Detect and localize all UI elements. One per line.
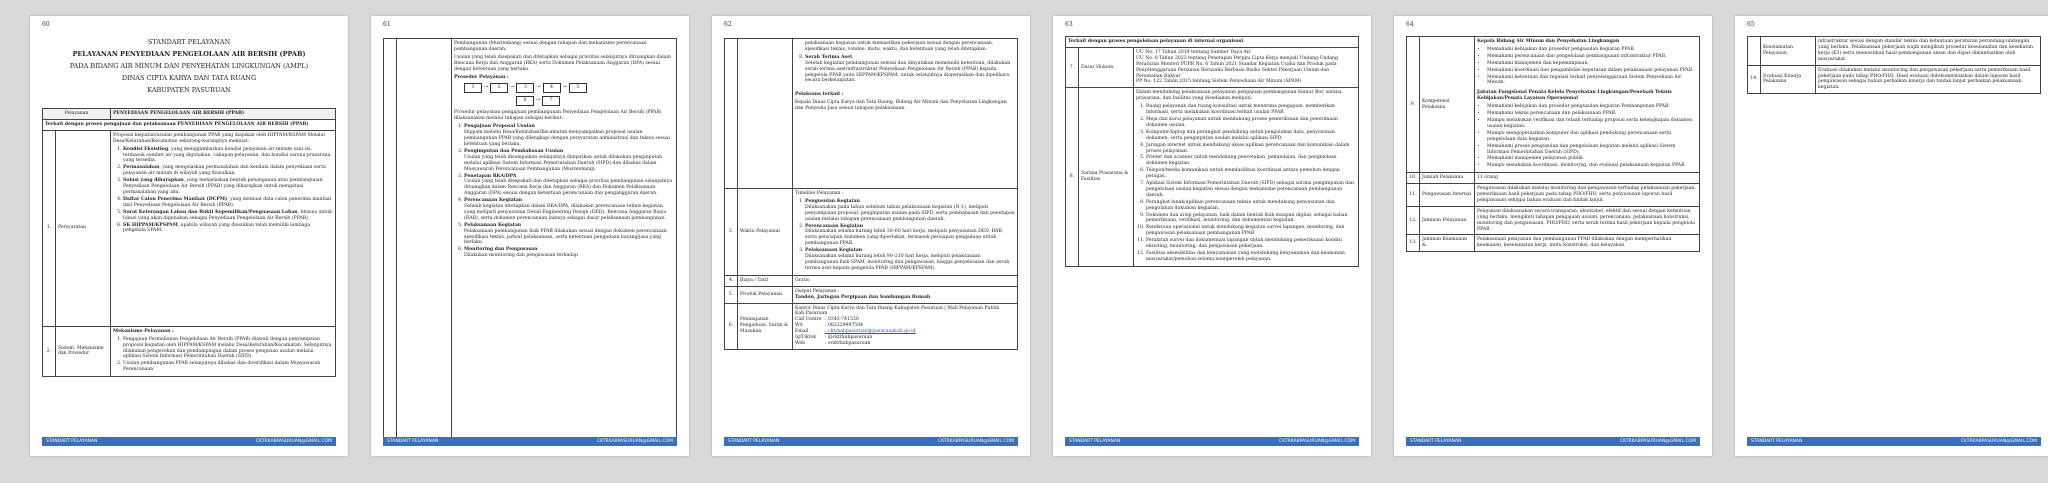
row-number: 7. bbox=[1066, 47, 1079, 87]
row-content bbox=[452, 39, 677, 446]
list-item: • Mampu mengoperasikan komputer dan aplikasi pendukung perencanaan serta pengelolaan data kegiatan. bbox=[1487, 131, 1697, 143]
page-number: 64 bbox=[1406, 21, 1414, 28]
table-row bbox=[1066, 88, 1359, 266]
table-row bbox=[1407, 235, 1700, 252]
competence-group-heading: Jabatan Fungsional Penata Kelola Penyehatan Lingkungan/Penelaah Teknis Kebijakan/Penata Layanan Operasional bbox=[1477, 90, 1672, 102]
contact-line: Ig/Tiktok : @cktrkabpasuruan bbox=[795, 335, 873, 341]
row-number: 10. bbox=[1407, 173, 1420, 184]
header-line-2: PELAYANAN PENYEDIAAN PENGELOLAAN AIR BERSIH (PPAB) bbox=[72, 50, 306, 58]
row-content: Gratis bbox=[793, 275, 1018, 286]
contact-line: Email : cktrkabpasuruan@pasuruankab.go.id bbox=[795, 329, 916, 335]
list-item: 2. Pengimputan dan Pembahasan Usulan Usulan yang telah disampaikan selanjutnya diinputkan untuk dilakukan penginputan melalui aplikasi Sistem Informasi Pemerintahan Daerah (SIPD) dan dibahas dalam Musyawarah Perencanaan Pembangunan (Musrenbang). bbox=[464, 149, 674, 173]
row-number: 6. bbox=[725, 303, 738, 349]
page-footer bbox=[383, 437, 677, 446]
list-item: • Memahami manajemen dan kepemimpinan. bbox=[1487, 61, 1697, 67]
timeline-list bbox=[805, 199, 1015, 272]
list-item: 2. Permasalahan, yang menjelaskan permasalahan dan kendala dalam penyediaan serta pelayanan air minum di wilayah yang diusulkan. bbox=[123, 165, 333, 177]
table-row bbox=[1748, 37, 2041, 66]
row-content bbox=[793, 39, 1018, 189]
procedure-intro: Prosedur pelayanan pengajuan pembangunan Penyediaan Pengelolaan Air Bersih (PPAB) dilaksanakan melalui tahapan sebagai berikut: bbox=[454, 110, 662, 122]
row-number: 4. bbox=[725, 275, 738, 286]
footer-right: CKTRKABPASURUAN@GMAIL.COM bbox=[1279, 439, 1355, 444]
footer-right: CKTRKABPASURUAN@GMAIL.COM bbox=[938, 439, 1014, 444]
list-item: 5. Printer dan scanner untuk mendukung pencetakan, pemindaian, dan pengelolaan dokumen kegiatan. bbox=[1146, 155, 1356, 167]
footer-right: CKTRKABPASURUAN@GMAIL.COM bbox=[1961, 439, 2037, 444]
flow-step-box: 6 bbox=[516, 96, 534, 106]
header-line-4: DINAS CIPTA KARYA DAN TATA RUANG bbox=[121, 74, 257, 82]
section-title: Terkait dengan proses pengajuan dan pelaksanaan PENYEDIAAN PENGELOLAAN AIR BERSIH (PPAB) bbox=[43, 119, 336, 130]
row-label: Waktu Pelayanan bbox=[738, 189, 793, 276]
procedure-heading: Prosedur Pelayanan : bbox=[454, 74, 509, 80]
row-number: 8. bbox=[1066, 88, 1079, 266]
page-65 bbox=[1735, 16, 2048, 456]
list-item: • Mampu melakukan koordinasi, monitoring, dan evaluasi pelaksanaan kegiatan PPAB. bbox=[1487, 163, 1697, 169]
row-content bbox=[1134, 88, 1359, 266]
executor-heading: Pelaksana terkait : bbox=[795, 92, 844, 98]
flow-step-box: 5 bbox=[569, 83, 587, 93]
list-item: 7. Aplikasi Sistem Informasi Pemerintahan Daerah (SIPD) sebagai sarana pengimputan dan pengelolaan usulan kegiatan sesuai dengan mekanisme perencanaan pembangunan daerah. bbox=[1146, 181, 1356, 199]
legal-basis-line: Peraturan Menteri PUPR No. 6 Tahun 2021 Standar Kegiatan Usaha dan Produk pada Penyelenggaraan Perizinan Berusaha Berbasis Risiko Sektor Pekerjaan Umum dan Perumahan Rakyat bbox=[1136, 61, 1337, 79]
footer-left: STANDART PELAYANAN bbox=[1751, 439, 1803, 444]
row-label: Evaluasi Kinerja Pelaksana bbox=[1761, 65, 1816, 94]
flow-step-box: 3 bbox=[516, 83, 534, 93]
footer-left: STANDART PELAYANAN bbox=[1410, 439, 1462, 444]
list-item: 6. SK HIPPAM/KPSPAM, apabila wilayah yang diusulkan telah memiliki lembaga pengelola SPAM. bbox=[123, 223, 333, 235]
list-item: 4. Perencanaan Kegiatan Setelah kegiatan ditetapkan dalam RKA/DPA, dilakukan perencanaan teknis kegiatan yang meliputi penyusunan Detail Engineering Design (DED), Rencana Anggaran Biaya (RAB), serta dokumen perencanaan lainnya sebagai dasar pelaksanaan pembangunan. bbox=[464, 198, 674, 222]
email-link[interactable]: : cktrkabpasuruan@pasuruankab.go.id bbox=[825, 329, 916, 335]
row-number: 1. bbox=[43, 130, 56, 326]
output-heading: Output Pelayanan : bbox=[795, 288, 840, 294]
table-row bbox=[1407, 37, 1700, 173]
row-content: Evaluasi dilakukan melalui monitoring dan pengawasan pekerjaan serta pemeriksaan hasil pekerjaan pada tahap PHO/FHO. Hasil evaluasi didokumentasikan dalam laporan hasil pengawasan sebagai bahan perbaikan kinerja dan tindak lanjut perbaikan pelaksanaan kegiatan. bbox=[1816, 65, 2041, 94]
standard-table bbox=[1406, 36, 1700, 252]
page-62 bbox=[712, 16, 1030, 456]
list-item: 8. Serah Terima Aset Setelah kegiatan pembangunan selesai dan dinyatakan memenuhi ketentuan, dilakukan serah terima aset/infrastruktur Penyediaan Pengelolaan Air Bersih (PPAB) kepada pengelola PPAB yaitu HIPPAM/KPSPAM, untuk selanjutnya dioperasikan dan dipelihara secara berkelanjutan. bbox=[805, 55, 1015, 85]
row-number: 2. bbox=[43, 326, 56, 376]
list-item: 5. Surat Keterangan Lahan dan Bukti Kepemilikan/Penguasaan Lahan, khusus untuk lokasi yang akan digunakan sebagai Penyediaan Pengelolaan Air Bersih (PPAB). bbox=[123, 210, 333, 222]
row-label: Sistem, Mekanisme dan Prosedur bbox=[56, 326, 111, 376]
facilities-intro: Dalam mendukung pelaksanaan pelayanan pengajuan pembangunan Sumur Bor, sarana, prasarana, dan fasilitas yang disediakan meliputi: bbox=[1136, 90, 1343, 102]
row-number: 3. bbox=[725, 189, 738, 276]
legal-basis-line: UU No. 17 Tahun 2019 tentang Sumber Daya Air bbox=[1136, 49, 1251, 55]
row-number: 12. bbox=[1407, 206, 1420, 235]
table-row bbox=[1066, 47, 1359, 87]
list-item: 2. Usulan pembangunan PPAB selanjutnya dibahas dan diverifikasi dalam Musyawarah Perencanaan bbox=[123, 361, 333, 373]
row-label: Penanganan Pengaduan, Saran & Masukan bbox=[738, 303, 793, 349]
row-content bbox=[793, 303, 1018, 349]
table-row bbox=[1407, 184, 1700, 207]
flow-step-box: 4 bbox=[543, 83, 561, 93]
table-row bbox=[43, 130, 336, 326]
list-item: 5. Pelaksanaan Kegiatan Pelaksanaan pembangunan fisik PPAB dilakukan sesuai dengan dokumen perencanaan, spesifikasi teknis, jadwal pelaksanaan, serta ketentuan pengadaan barang/jasa yang berlaku. bbox=[464, 223, 674, 247]
list-item: 11. Peralatan survei dan dokumentasi lapangan untuk mendukung pemeriksaan kondisi eksisting, monitoring, dan pengawasan pekerjaan. bbox=[1146, 238, 1356, 250]
footer-right: CKTRKABPASURUAN@GMAIL.COM bbox=[256, 439, 332, 444]
list-item: 1. Ruang pelayanan dan ruang konsultasi untuk menerima pengajuan, memberikan informasi, serta melakukan koordinasi terkait usulan PPAB. bbox=[1146, 104, 1356, 116]
competence-group-heading: Kepala Bidang Air Minum dan Penyehatan Lingkungan bbox=[1477, 39, 1620, 44]
list-item: 4. Daftar Calon Penerima Manfaat (DCPM), yang memuat data calon penerima manfaat dari Penyediaan Pengelolaan Air Bersih (PPAB). bbox=[123, 197, 333, 209]
page-64 bbox=[1394, 16, 1712, 456]
continuation-text: Usulan yang telah disepakati dan ditetapkan sebagai prioritas selanjutnya dituangkan dalam Rencana Kerja dan Anggaran (RKA) serta Dokumen Pelaksanaan Anggaran (DPA) sesuai dengan ketentuan yang berlaku. bbox=[454, 54, 671, 72]
competence-list bbox=[1487, 47, 1697, 86]
executor-text: Kepala Dinas Cipta Karya dan Tata Ruang, Bidang Air Minum dan Penyehatan Lingkungan, dan Penyedia Jasa sesuai tahapan pelaksanaan. bbox=[795, 100, 1008, 112]
row-label: Jumlah Pelaksana bbox=[1420, 173, 1475, 184]
list-item: 1. Kondisi Eksisting, yang menggambarkan kondisi pelayanan air minum saat ini, termasuk sumber air yang digunakan, cakupan pelayanan, dan kondisi sarana prasarana yang tersedia. bbox=[123, 147, 333, 165]
list-item: • Memahami kebijakan dan prosedur pengusulan kegiatan PPAB. bbox=[1487, 47, 1697, 53]
procedure-flowchart: 1 → 2 → 3 → 4 → 5 bbox=[464, 83, 674, 93]
page-number: 61 bbox=[383, 21, 391, 28]
page-number: 65 bbox=[1747, 21, 1755, 28]
row-label: Biaya / Tarif bbox=[738, 275, 793, 286]
table-row bbox=[1748, 65, 2041, 94]
list-item: • Mampu melakukan verifikasi dan telaah terhadap proposal serta kelengkapan dokumen usulan kegiatan. bbox=[1487, 118, 1697, 130]
flow-step-box: 7 bbox=[542, 96, 560, 106]
section-row bbox=[43, 119, 336, 130]
table-header-row bbox=[43, 109, 336, 120]
page-number: 62 bbox=[724, 21, 732, 28]
row-label: Keselamatan Pelayanan bbox=[1761, 37, 1816, 66]
row-content bbox=[1134, 47, 1359, 87]
page-number: 60 bbox=[42, 21, 50, 28]
legal-basis-line: UU No. 6 Tahun 2023 tentang Penetapan Perppu Cipta Kerja menjadi Undang-Undang bbox=[1136, 55, 1338, 61]
requirements-list bbox=[123, 147, 333, 235]
footer-left: STANDART PELAYANAN bbox=[46, 439, 98, 444]
row-content: Pengawasan dilakukan melalui monitoring dan pengawasan terhadap pelaksanaan pekerjaan, pemeriksaan hasil pekerjaan pada tahap PHO/FHO, serta penyusunan laporan hasil pengawasan sebagai bahan evaluasi dan tindak lanjut. bbox=[1475, 184, 1700, 207]
list-item: 10. Kendaraan operasional untuk mendukung kegiatan survei lapangan, monitoring, dan pengawasan pelaksanaan pembangunan PPAB. bbox=[1146, 225, 1356, 237]
continuation-text: pelaksanaan kegiatan untuk memastikan pekerjaan sesuai dengan perencanaan, spesifikasi teknis, volume, mutu, waktu, dan ketentuan yang telah ditetapkan. bbox=[805, 41, 994, 52]
table-row bbox=[725, 303, 1018, 349]
row-content bbox=[1475, 37, 1700, 173]
table-row bbox=[725, 275, 1018, 286]
continuation-text: Pembangunan (Musrenbang) sesuai dengan tahapan dan mekanisme perencanaan pembangunan daerah. bbox=[454, 41, 647, 52]
mechanism-list bbox=[123, 337, 333, 373]
list-item: • Memahami perencanaan dan pengelolaan pembangunan infrastruktur PPAB. bbox=[1487, 54, 1697, 60]
footer-left: STANDART PELAYANAN bbox=[728, 439, 780, 444]
complaint-intro: Kantor Dinas Cipta Karya dan Tata Ruang Kabupaten Pasuruan | Mall Pelayanan Publik Kab.Pasuruan bbox=[795, 305, 1000, 317]
flow-step-box: 2 bbox=[490, 83, 508, 93]
row-content bbox=[111, 326, 336, 376]
contact-line: Web : ecktrkabpasuruan bbox=[795, 340, 871, 346]
list-item: • Memahami teknis perencanaan dan pelaksanaan PPAB. bbox=[1487, 111, 1697, 117]
mechanism-heading: Mekanisme Pelayanan : bbox=[113, 328, 174, 334]
document-header bbox=[48, 36, 330, 96]
list-item: • Memahami manajemen pelayanan publik. bbox=[1487, 156, 1697, 162]
list-item: 2. Perencanaan Kegiatan Dilaksanakan selama kurang lebih 30–60 hari kerja, meliputi penyusunan DED, RAB, serta penyiapan dokumen yang diperlukan, termasuk persiapan pengadaan untuk pembangunan PPAB. bbox=[805, 224, 1015, 248]
row-label: Produk Pelayanan bbox=[738, 286, 793, 303]
list-item: 6. Telepon/media komunikasi untuk memfasilitasi koordinasi antara pemohon dengan petugas. bbox=[1146, 168, 1356, 180]
row-content: Pelaksanaan pelayanan dan pembangunan PPAB dilakukan dengan memperhatikan keamanan, keselamatan kerja, mutu konstruksi, dan kelayakan bbox=[1475, 235, 1700, 252]
list-item: 8. Perangkat lunak/aplikasi perencanaan teknis untuk mendukung penyusunan dan pengolahan dokumen kegiatan. bbox=[1146, 200, 1356, 212]
table-row bbox=[384, 39, 677, 446]
row-label: Kompetensi Pelaksana bbox=[1420, 37, 1475, 173]
contact-line: Call Centre : 0343-741550 bbox=[795, 317, 859, 323]
list-item: 6. Monitoring dan Pengawasan Dilakukan monitoring dan pengawasan terhadap bbox=[464, 247, 674, 259]
row-content bbox=[793, 189, 1018, 276]
list-item: • Memahami ketentuan dan regulasi terkait penyelenggaraan Sistem Penyediaan Air Minum. bbox=[1487, 75, 1697, 87]
procedure-flowchart-row-2: 6 → 7 bbox=[516, 96, 674, 106]
row-label: Persyaratan bbox=[56, 130, 111, 326]
procedure-steps bbox=[805, 55, 1015, 85]
row-number: 11. bbox=[1407, 184, 1420, 207]
requirements-intro: Proposal kegiatan/usulan pembangunan PPAB yang diajukan oleh HIPPAM/KSPAM Melalui Desa/Kelurahan/Kecamatan sekurang-kurangnya memuat: bbox=[113, 132, 325, 144]
footer-right: CKTRKABPASURUAN@GMAIL.COM bbox=[597, 439, 673, 444]
flow-step-box: 1 bbox=[464, 83, 482, 93]
row-label: Jaminan Keamanan & bbox=[1420, 235, 1475, 252]
standard-table bbox=[383, 38, 677, 446]
list-item: 1. Pengajuan Proposal Usulan Hippam melalui Desa/Kelurahan/Kecamatan menyampaikan proposal usulan pembangunan PPAB yang dilengkapi dengan persyaratan administrasi dan teknis sesuai ketentuan yang berlaku. bbox=[464, 124, 674, 148]
row-label: Jaminan Pelayanan bbox=[1420, 206, 1475, 235]
list-item: 4. Jaringan internet untuk mendukung akses aplikasi perencanaan dan komunikasi dalam proses pelayanan. bbox=[1146, 143, 1356, 155]
page-footer bbox=[1406, 437, 1700, 446]
row-number: 5. bbox=[725, 286, 738, 303]
row-number: 14. bbox=[1748, 65, 1761, 94]
section-row bbox=[1066, 37, 1359, 48]
page-63 bbox=[1053, 16, 1371, 456]
row-label: Sarana Prasarana & Fasilitas bbox=[1079, 88, 1134, 266]
column-header: Pelayanan bbox=[43, 109, 111, 120]
row-label: Pengawasan Internal bbox=[1420, 184, 1475, 207]
footer-left: STANDART PELAYANAN bbox=[387, 439, 439, 444]
facilities-list bbox=[1146, 104, 1356, 263]
row-content: 11 orang bbox=[1475, 173, 1700, 184]
row-content bbox=[111, 130, 336, 326]
page-61 bbox=[371, 16, 689, 456]
contact-line: WA : 082229997504 bbox=[795, 323, 864, 329]
table-row bbox=[725, 39, 1018, 189]
list-item: • Memahami kebijakan dan prosedur pengusulan kegiatan Pembangunan PPAB. bbox=[1487, 104, 1697, 110]
timeline-heading: Timeline Pelayanan : bbox=[795, 191, 844, 196]
page-footer bbox=[1747, 437, 2041, 446]
row-number: 13. bbox=[1407, 235, 1420, 252]
list-item: 1. Pengusulan Kegiatan Dilaksanakan pada tahun sebelum tahun pelaksanaan kegiatan (N-1), meliputi penyampaian proposal, penginputan usulan pada SIPD, serta pembahasan dan penetapan usulan melalui tahapan perencanaan pembangunan daerah. bbox=[805, 199, 1015, 223]
row-content: Pelayanan dilaksanakan secara transparan, akuntabel, efektif dan sesuai dengan ketentuan yang berlaku, mengikuti tahapan pengajuan usulan, perencanaan, pelaksanaan konstruksi, monitoring dan pengawasan, PHO/FHO, serta serah terima hasil pekerjaan kepada pengelola PPAB. bbox=[1475, 206, 1700, 235]
list-item: 12. Fasilitas aksesibilitas dan kenyamanan yang mendukung kenyamanan dan keamanan masyarakat/pemohon selama memperoleh pelayanan. bbox=[1146, 251, 1356, 263]
table-row bbox=[1407, 206, 1700, 235]
list-item: • Memahami proses pengusulan dan pengelolaan kegiatan melalui aplikasi Sistem Informasi Pemerintahan Daerah (SIPD). bbox=[1487, 144, 1697, 156]
standard-table bbox=[1065, 36, 1359, 267]
column-header: PENYEDIAAN PENGELOLAAN AIR BERSIH (PPAB) bbox=[111, 109, 336, 120]
list-item: 3. Komputer/laptop dan perangkat pendukung untuk pengolahan data, penyusunan dokumen, serta penginputan usulan melalui aplikasi SIPD. bbox=[1146, 130, 1356, 142]
standard-table bbox=[724, 38, 1018, 350]
row-label: Dasar Hukum bbox=[1079, 47, 1134, 87]
table-row bbox=[725, 189, 1018, 276]
header-line-1: STANDART PELAYANAN bbox=[147, 38, 231, 46]
output-value: Tandon, Jaringan Perpipaan dan Sambungan Rumah bbox=[795, 294, 931, 300]
list-item: 9. Dokumen dan arsip pelayanan, baik dalam bentuk fisik maupun digital, sebagai bahan pemeriksaan, verifikasi, monitoring, dan dokumentasi kegiatan. bbox=[1146, 213, 1356, 225]
table-row bbox=[43, 326, 336, 376]
standard-table bbox=[42, 108, 336, 377]
page-footer bbox=[1065, 437, 1359, 446]
row-content: infrastruktur sesuai dengan standar teknis dan ketentuan peraturan perundang-undangan yang berlaku. Pelaksanaan pekerjaan wajib mengikuti prosedur keselamatan dan kesehatan kerja (K3) serta memastikan hasil pembangunan aman dan dapat dimanfaatkan oleh masyarakat. bbox=[1816, 37, 2041, 66]
legal-basis-line: PP No. 122 Tahun 2015 tentang Sistem Penyediaan Air Minum (SPAM) bbox=[1136, 79, 1302, 85]
list-item: 3. Penetapan RKA/DPA Usulan yang telah disepakati dan ditetapkan sebagai prioritas pembangunan selanjutnya dituangkan dalam Rencana Kerja dan Anggaran (RKA) dan Dokumen Pelaksanaan Anggaran (DPA) sesuai dengan ketentuan perencanaan dan penganggaran daerah. bbox=[464, 174, 674, 198]
row-content bbox=[793, 286, 1018, 303]
competence-list bbox=[1487, 104, 1697, 169]
page-number: 63 bbox=[1065, 21, 1073, 28]
list-item: 3. Pelaksanaan Kegiatan Dilaksanakan selama kurang lebih 90–210 hari kerja, meliputi pelaksanaan pembangunan fisik SPAM, monitoring dan pengawasan, hingga penyelesaian dan serah terima aset kepada pengelola PPAB (HIPPAM/KPSPAM). bbox=[805, 248, 1015, 272]
table-row bbox=[725, 286, 1018, 303]
standard-table bbox=[1747, 36, 2041, 94]
footer-left: STANDART PELAYANAN bbox=[1069, 439, 1121, 444]
footer-right: CKTRKABPASURUAN@GMAIL.COM bbox=[1620, 439, 1696, 444]
page-60 bbox=[30, 16, 348, 456]
list-item: 2. Meja dan kursi pelayanan untuk mendukung proses pemeriksaan dan penerimaan dokumen usulan. bbox=[1146, 117, 1356, 129]
page-footer bbox=[42, 437, 336, 446]
row-number: 9. bbox=[1407, 37, 1420, 173]
header-line-5: KABUPATEN PASURUAN bbox=[147, 86, 231, 94]
header-line-3: PADA BIDANG AIR MINUM DAN PENYEHATAN LINGKUNGAN (AMPL) bbox=[69, 62, 309, 70]
section-title: Terkait dengan proses pengelolaan pelayanan di internal organisasi bbox=[1066, 37, 1359, 48]
list-item: 1. Pengajuan Permohonan Pengelolaan Air Bersih (PPAB) diawali dengan penyampaian proposal kegiatan oleh HIPPAM/KSPAM melalui Desa/Kelurahan/Kecamatan. Selanjutnya, dilakukan pengecekan dan pendampingan dalam proses pengisian usulan melalui aplikasi Sistem Informasi Pemerintahan Daerah (SIPD). bbox=[123, 337, 333, 361]
list-item: 3. Solusi yang diharapkan, yang menjelaskan bentuk penanganan atau pembangunan Penyediaan Pengelolaan Air Bersih (PPAB) yang diharapkan untuk mengatasi permasalahan yang ada. bbox=[123, 178, 333, 196]
list-item: • Memahami koordinasi dan pengambilan keputusan dalam pelaksanaan pelayanan PPAB. bbox=[1487, 68, 1697, 74]
table-row bbox=[1407, 173, 1700, 184]
page-footer bbox=[724, 437, 1018, 446]
procedure-steps bbox=[464, 124, 674, 259]
